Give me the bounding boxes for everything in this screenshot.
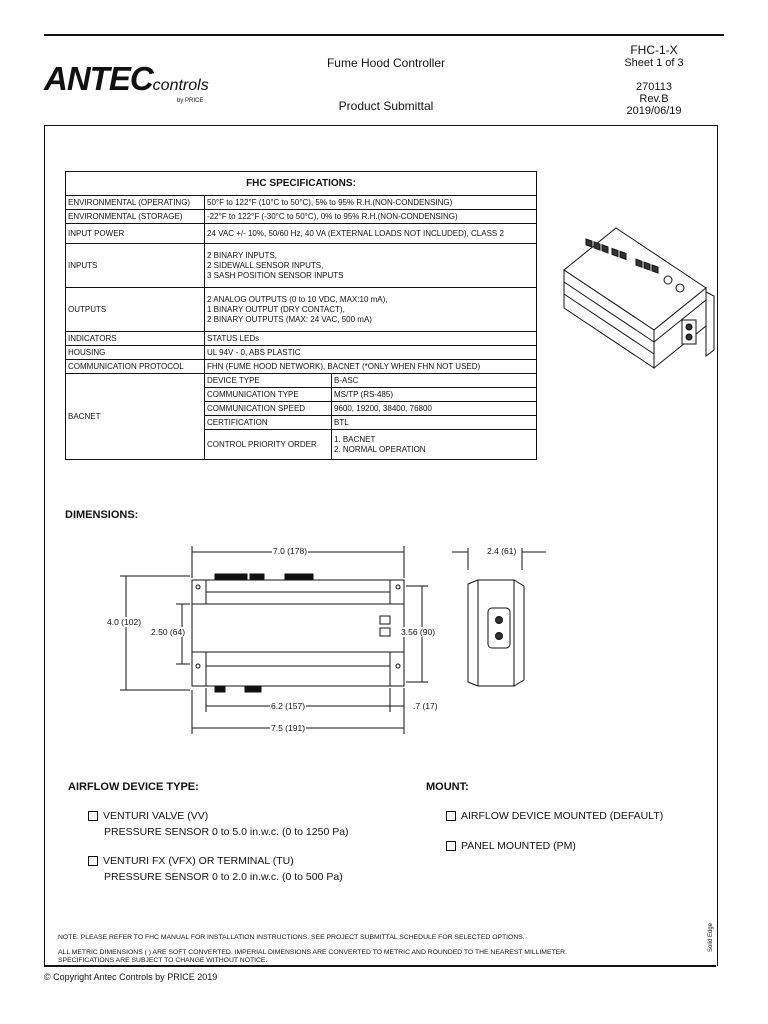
dim-flange: .7 (17) [413, 701, 438, 711]
mount-option-default[interactable] [446, 808, 663, 824]
spec-value [332, 430, 537, 460]
airflow-option-vfx[interactable] [88, 853, 343, 885]
spec-sublabel: DEVICE TYPE [205, 374, 332, 388]
spec-label: BACNET [66, 374, 205, 460]
option-label: VENTURI VALVE (VV) [103, 810, 209, 822]
dim-width-bottom-inner: 6.2 (157) [271, 701, 306, 711]
spec-label: INPUT POWER [66, 224, 205, 244]
doc-number: 270113 [636, 81, 672, 93]
table-row [66, 374, 537, 388]
note-specs: SPECIFICATIONS ARE SUBJECT TO CHANGE WITHOUT NOTICE. [58, 957, 268, 964]
table-row [66, 210, 537, 224]
revision: Rev.B [639, 93, 669, 105]
antec-logo [44, 62, 224, 110]
spec-sublabel: CONTROL PRIORITY ORDER [205, 430, 332, 460]
option-label: PANEL MOUNTED (PM) [461, 840, 576, 852]
checkbox-mount-default[interactable] [446, 811, 456, 821]
spec-value: 50°F to 122°F (10°C to 50°C), 5% to 95% R.H.(NON-CONDENSING) [205, 196, 537, 210]
spec-title: FHC SPECIFICATIONS: [66, 172, 537, 196]
dim-width-top: 7.0 (178) [273, 546, 308, 556]
option-label: AIRFLOW DEVICE MOUNTED (DEFAULT) [461, 810, 664, 822]
spec-value: MS/TP (RS-485) [332, 388, 537, 402]
spec-label: INPUTS [66, 244, 205, 288]
spec-value: STATUS LEDs [205, 332, 537, 346]
table-row [66, 360, 537, 374]
dim-height-total: 4.0 (102) [107, 617, 142, 627]
spec-table [65, 171, 537, 460]
spec-sublabel: COMMUNICATION SPEED [205, 402, 332, 416]
spec-value: B-ASC [332, 374, 537, 388]
spec-line: 2 SIDEWALL SENSOR INPUTS, [207, 260, 324, 270]
spec-value: BTL [332, 416, 537, 430]
sensor-label: PRESSURE SENSOR [104, 871, 210, 883]
spec-sublabel: CERTIFICATION [205, 416, 332, 430]
option-label: VENTURI FX (VFX) OR TERMINAL (TU) [103, 855, 294, 867]
document-title: Fume Hood Controller [326, 56, 446, 70]
spec-value: 9600, 19200, 38400, 76800 [332, 402, 537, 416]
sensor-label: PRESSURE SENSOR [104, 826, 210, 838]
spec-value [205, 244, 537, 288]
spec-sublabel: COMMUNICATION TYPE [205, 388, 332, 402]
spec-line: 2 BINARY OUTPUTS (MAX: 24 VAC, 500 mA) [207, 314, 372, 324]
spec-label: ENVIRONMENTAL (OPERATING) [66, 196, 205, 210]
document-subtitle: Product Submittal [338, 99, 434, 113]
spec-line: 1 BINARY OUTPUT (DRY CONTACT), [207, 304, 345, 314]
dim-height-right: 3.56 (90) [401, 627, 436, 637]
logo-sub-text: controls [152, 77, 209, 94]
dim-height-inner: 2.50 (64) [151, 627, 186, 637]
spec-label: INDICATORS [66, 332, 205, 346]
dimension-drawing [100, 540, 560, 740]
table-row [66, 196, 537, 210]
table-row [66, 288, 537, 332]
header-meta [604, 44, 704, 117]
spec-line: 3 SASH POSITION SENSOR INPUTS [207, 270, 344, 280]
spec-value: UL 94V - 0, ABS PLASTIC [205, 346, 537, 360]
table-row [66, 346, 537, 360]
sensor-range: 0 to 2.0 in.w.c. (0 to 500 Pa) [211, 871, 343, 883]
spec-value: FHN (FUME HOOD NETWORK), BACNET (*ONLY WHEN FHN NOT USED) [205, 360, 537, 374]
table-row [66, 332, 537, 346]
note-metric: ALL METRIC DIMENSIONS ( ) ARE SOFT CONVERTED. IMPERIAL DIMENSIONS ARE CONVERTED TO METRIC AND ROUNDED TO THE NEAREST MILLIMETER. [58, 949, 567, 956]
doc-id: FHC-1-X [630, 43, 678, 57]
footer-rule [44, 965, 716, 967]
airflow-heading: AIRFLOW DEVICE TYPE: [68, 781, 199, 793]
controller-isometric-illustration [556, 210, 716, 370]
mount-option-panel[interactable] [446, 838, 576, 854]
header-rule [44, 34, 724, 36]
dimensions-heading: DIMENSIONS: [65, 509, 139, 521]
spec-value: 24 VAC +/- 10%, 50/60 Hz, 40 VA (EXTERNAL LOADS NOT INCLUDED), CLASS 2 [205, 224, 537, 244]
spec-line: 1. BACNET [334, 434, 376, 444]
dim-depth: 2.4 (61) [487, 546, 517, 556]
table-row [66, 244, 537, 288]
spec-label: HOUSING [66, 346, 205, 360]
sheet-number: Sheet 1 of 3 [624, 57, 684, 69]
spec-value: -22°F to 122°F (-30°C to 50°C), 0% to 95% R.H.(NON-CONDENSING) [205, 210, 537, 224]
airflow-option-vv[interactable] [88, 808, 349, 840]
spec-value [205, 288, 537, 332]
spec-line: 2 ANALOG OUTPUTS (0 to 10 VDC, MAX:10 mA), [207, 294, 388, 304]
spec-label: ENVIRONMENTAL (STORAGE) [66, 210, 205, 224]
cad-tag: Solid Edge [708, 922, 714, 952]
spec-line: 2 BINARY INPUTS, [207, 250, 277, 260]
checkbox-mount-panel[interactable] [446, 841, 456, 851]
spec-line: 2. NORMAL OPERATION [334, 444, 426, 454]
revision-date: 2019/06/19 [626, 105, 682, 117]
table-row [66, 224, 537, 244]
checkbox-vv[interactable] [88, 811, 98, 821]
spec-label: OUTPUTS [66, 288, 205, 332]
mount-heading: MOUNT: [426, 781, 469, 793]
spec-label: COMMUNICATION PROTOCOL [66, 360, 205, 374]
logo-main-text: ANTEC [44, 60, 153, 97]
dim-width-bottom-total: 7.5 (191) [271, 723, 306, 733]
logo-by-text: by PRICE [177, 98, 204, 104]
note-installation: NOTE: PLEASE REFER TO FHC MANUAL FOR INSTALLATION INSTRUCTIONS. SEE PROJECT SUBMITTAL SCHEDULE FOR SELECTED OPTIONS. [58, 934, 525, 941]
copyright: © Copyright Antec Controls by PRICE 2019 [44, 972, 218, 982]
sensor-range: 0 to 5.0 in.w.c. (0 to 1250 Pa) [211, 826, 349, 838]
checkbox-vfx[interactable] [88, 856, 98, 866]
